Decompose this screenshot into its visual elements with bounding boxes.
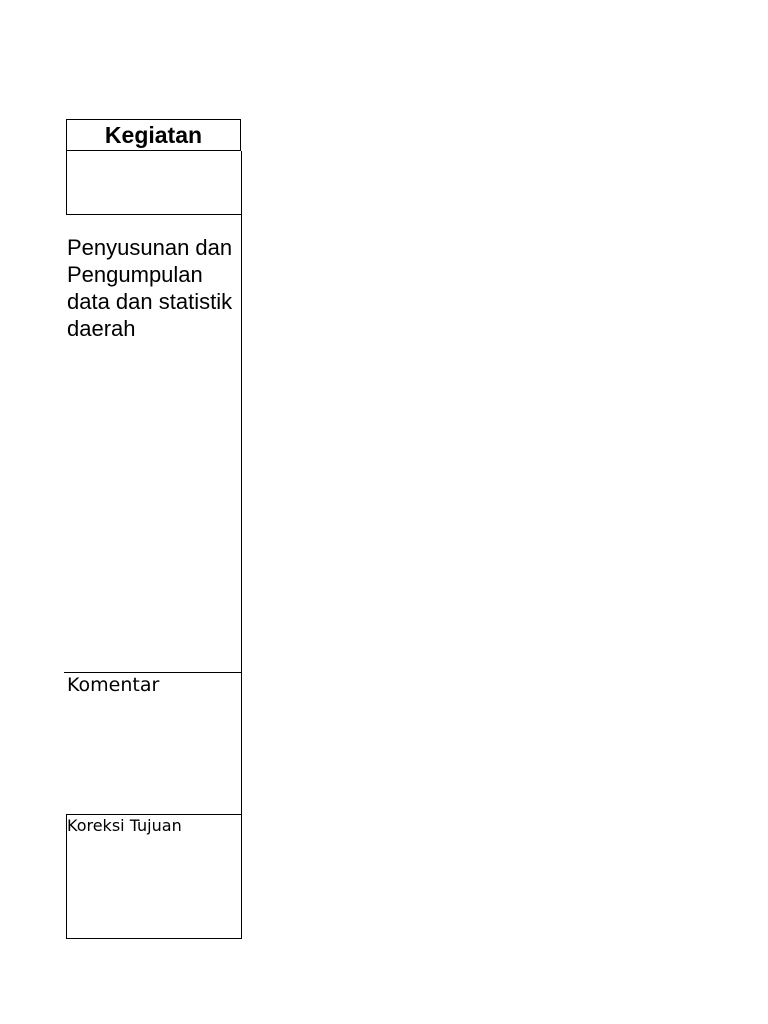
activity-description: Penyusunan dan Pengumpulan data dan statistik daerah	[67, 235, 233, 341]
correction-cell	[66, 814, 242, 939]
kegiatan-header	[66, 119, 241, 151]
empty-cell	[66, 151, 242, 215]
kegiatan-header-label: Kegiatan	[104, 121, 203, 148]
comment-label: Komentar	[67, 674, 160, 696]
correction-label: Koreksi Tujuan	[67, 816, 182, 835]
